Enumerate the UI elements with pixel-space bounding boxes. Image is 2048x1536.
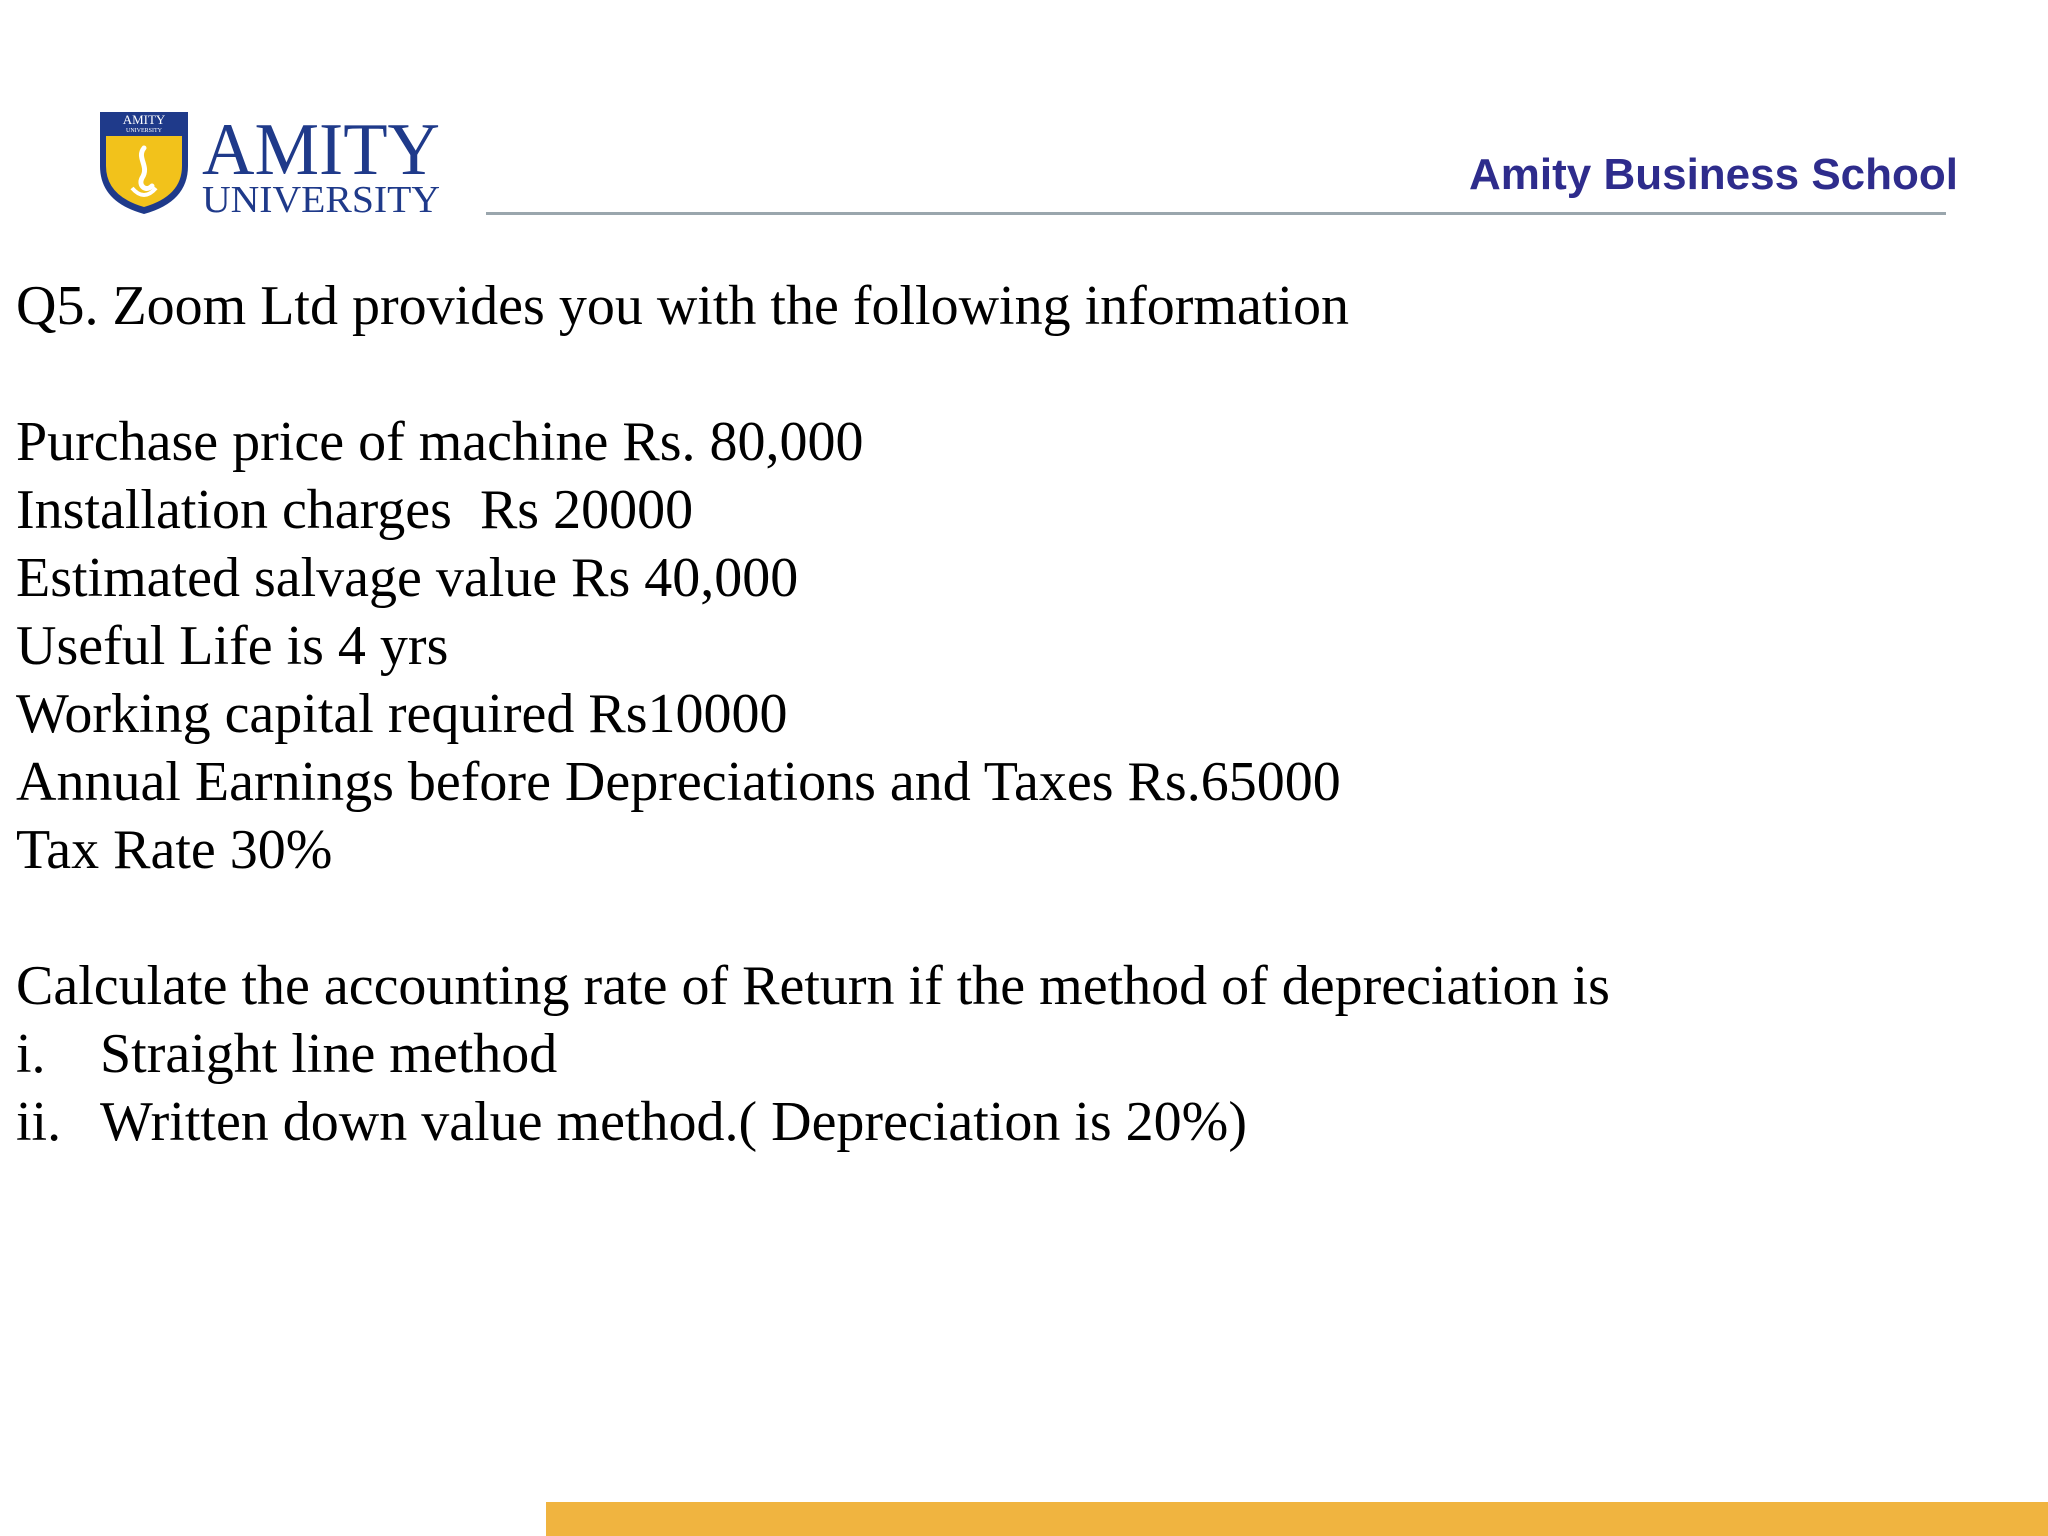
amity-crest-icon [100, 112, 188, 214]
option-text: Written down value method.( Depreciation is 20%) [100, 1091, 1247, 1153]
fact-line: Annual Earnings before Depreciations and Taxes Rs.65000 [16, 751, 1341, 813]
school-name: Amity Business School [1468, 150, 1958, 199]
logo-subtitle: UNIVERSITY [202, 179, 440, 218]
fact-line: Estimated salvage value Rs 40,000 [16, 547, 799, 609]
option-text: Straight line method [100, 1023, 558, 1085]
footer-accent-bar [546, 1502, 2048, 1536]
option-item [16, 1088, 1610, 1156]
logo-wordmark: AMITY [202, 109, 440, 191]
option-number: ii. [16, 1091, 62, 1153]
crest-text-top: AMITY [122, 112, 166, 127]
fact-line: Working capital required Rs10000 [16, 683, 788, 745]
fact-line: Purchase price of machine Rs. 80,000 [16, 411, 864, 473]
option-item [16, 1020, 1610, 1088]
crest-text-sub: UNIVERSITY [126, 128, 162, 134]
question-body [16, 272, 1610, 1156]
amity-logo [96, 106, 446, 218]
spacer [16, 884, 1610, 952]
spacer [16, 340, 1610, 408]
option-number: i. [16, 1023, 46, 1085]
header-divider [486, 212, 1946, 215]
question-prompt: Calculate the accounting rate of Return if the method of depreciation is [16, 955, 1610, 1017]
fact-line: Installation charges Rs 20000 [16, 479, 694, 541]
question-title: Q5. Zoom Ltd provides you with the following information [16, 275, 1349, 337]
fact-line: Tax Rate 30% [16, 819, 333, 881]
fact-line: Useful Life is 4 yrs [16, 615, 449, 677]
